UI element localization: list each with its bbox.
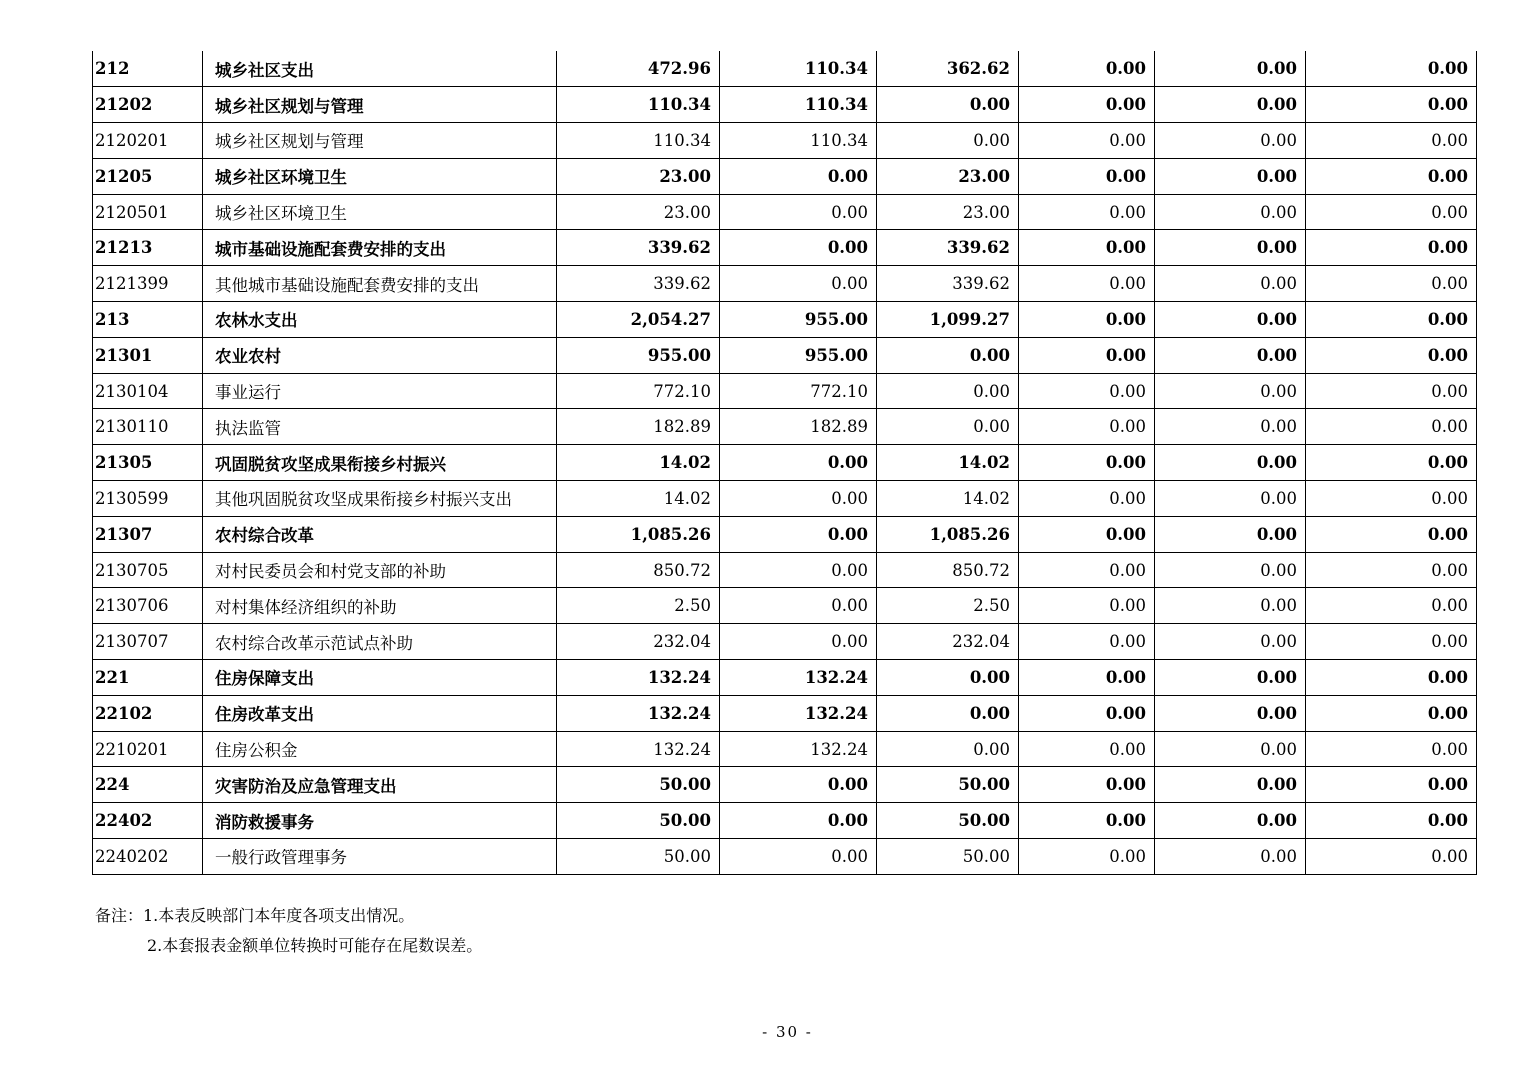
- cell-project: 0.00: [877, 373, 1019, 409]
- cell-basic: 955.00: [720, 337, 877, 373]
- cell-v4: 0.00: [1019, 337, 1155, 373]
- cell-total: 850.72: [557, 552, 720, 588]
- table-body: [93, 51, 1477, 874]
- cell-name: 其他巩固脱贫攻坚成果衔接乡村振兴支出: [203, 481, 557, 517]
- cell-v4: 0.00: [1019, 624, 1155, 660]
- cell-basic: 132.24: [720, 660, 877, 696]
- cell-total: 132.24: [557, 660, 720, 696]
- cell-name: 灾害防治及应急管理支出: [203, 767, 557, 803]
- table-row: [93, 695, 1477, 731]
- table-row: [93, 588, 1477, 624]
- table-row: [93, 302, 1477, 338]
- cell-code: 21305: [93, 445, 203, 481]
- table-row: [93, 194, 1477, 230]
- table-row: [93, 660, 1477, 696]
- cell-project: 0.00: [877, 409, 1019, 445]
- cell-total: 2.50: [557, 588, 720, 624]
- cell-code: 21202: [93, 87, 203, 123]
- cell-v6: 0.00: [1306, 194, 1477, 230]
- table-row: [93, 51, 1477, 87]
- cell-name: 一般行政管理事务: [203, 839, 557, 875]
- cell-total: 14.02: [557, 445, 720, 481]
- budget-expenditure-table: [92, 51, 1477, 875]
- cell-name: 农林水支出: [203, 302, 557, 338]
- cell-v4: 0.00: [1019, 660, 1155, 696]
- table-row: [93, 445, 1477, 481]
- cell-name: 城乡社区环境卫生: [203, 158, 557, 194]
- cell-v5: 0.00: [1155, 660, 1306, 696]
- table-row: [93, 803, 1477, 839]
- cell-v4: 0.00: [1019, 409, 1155, 445]
- cell-v5: 0.00: [1155, 51, 1306, 87]
- table-row: [93, 516, 1477, 552]
- cell-v5: 0.00: [1155, 230, 1306, 266]
- cell-v6: 0.00: [1306, 445, 1477, 481]
- table-row: [93, 373, 1477, 409]
- cell-total: 50.00: [557, 767, 720, 803]
- cell-v6: 0.00: [1306, 839, 1477, 875]
- cell-v6: 0.00: [1306, 695, 1477, 731]
- cell-v4: 0.00: [1019, 839, 1155, 875]
- table-row: [93, 767, 1477, 803]
- cell-v4: 0.00: [1019, 552, 1155, 588]
- cell-name: 对村民委员会和村党支部的补助: [203, 552, 557, 588]
- cell-project: 339.62: [877, 230, 1019, 266]
- cell-v5: 0.00: [1155, 337, 1306, 373]
- cell-v5: 0.00: [1155, 588, 1306, 624]
- cell-total: 339.62: [557, 266, 720, 302]
- cell-total: 23.00: [557, 158, 720, 194]
- cell-name: 城乡社区规划与管理: [203, 123, 557, 159]
- cell-basic: 0.00: [720, 624, 877, 660]
- cell-v4: 0.00: [1019, 767, 1155, 803]
- cell-v6: 0.00: [1306, 373, 1477, 409]
- cell-v4: 0.00: [1019, 123, 1155, 159]
- cell-v6: 0.00: [1306, 624, 1477, 660]
- cell-basic: 0.00: [720, 445, 877, 481]
- table-row: [93, 230, 1477, 266]
- cell-v5: 0.00: [1155, 803, 1306, 839]
- cell-v4: 0.00: [1019, 481, 1155, 517]
- cell-code: 213: [93, 302, 203, 338]
- cell-basic: 0.00: [720, 552, 877, 588]
- cell-v5: 0.00: [1155, 302, 1306, 338]
- table-row: [93, 87, 1477, 123]
- cell-basic: 0.00: [720, 266, 877, 302]
- cell-project: 50.00: [877, 803, 1019, 839]
- cell-v6: 0.00: [1306, 266, 1477, 302]
- cell-v6: 0.00: [1306, 51, 1477, 87]
- cell-project: 1,099.27: [877, 302, 1019, 338]
- cell-v6: 0.00: [1306, 409, 1477, 445]
- cell-total: 132.24: [557, 695, 720, 731]
- cell-code: 212: [93, 51, 203, 87]
- cell-project: 339.62: [877, 266, 1019, 302]
- cell-basic: 0.00: [720, 158, 877, 194]
- cell-v5: 0.00: [1155, 445, 1306, 481]
- cell-basic: 0.00: [720, 230, 877, 266]
- cell-v5: 0.00: [1155, 266, 1306, 302]
- page-number: - 30 -: [762, 1023, 813, 1041]
- cell-v6: 0.00: [1306, 123, 1477, 159]
- cell-project: 0.00: [877, 123, 1019, 159]
- cell-v5: 0.00: [1155, 731, 1306, 767]
- cell-name: 住房公积金: [203, 731, 557, 767]
- cell-v4: 0.00: [1019, 695, 1155, 731]
- cell-basic: 0.00: [720, 481, 877, 517]
- cell-v5: 0.00: [1155, 624, 1306, 660]
- cell-v6: 0.00: [1306, 767, 1477, 803]
- cell-basic: 132.24: [720, 695, 877, 731]
- cell-v6: 0.00: [1306, 660, 1477, 696]
- cell-name: 农业农村: [203, 337, 557, 373]
- cell-name: 对村集体经济组织的补助: [203, 588, 557, 624]
- cell-project: 50.00: [877, 767, 1019, 803]
- cell-v5: 0.00: [1155, 695, 1306, 731]
- cell-project: 0.00: [877, 87, 1019, 123]
- cell-basic: 0.00: [720, 194, 877, 230]
- cell-total: 2,054.27: [557, 302, 720, 338]
- cell-v6: 0.00: [1306, 87, 1477, 123]
- cell-v5: 0.00: [1155, 481, 1306, 517]
- cell-name: 其他城市基础设施配套费安排的支出: [203, 266, 557, 302]
- cell-code: 21301: [93, 337, 203, 373]
- cell-v6: 0.00: [1306, 552, 1477, 588]
- cell-project: 0.00: [877, 695, 1019, 731]
- cell-v5: 0.00: [1155, 123, 1306, 159]
- table-row: [93, 123, 1477, 159]
- cell-code: 2120201: [93, 123, 203, 159]
- table-row: [93, 731, 1477, 767]
- table-row: [93, 839, 1477, 875]
- cell-total: 132.24: [557, 731, 720, 767]
- cell-v5: 0.00: [1155, 409, 1306, 445]
- cell-v6: 0.00: [1306, 481, 1477, 517]
- cell-project: 23.00: [877, 158, 1019, 194]
- cell-v4: 0.00: [1019, 194, 1155, 230]
- cell-v4: 0.00: [1019, 588, 1155, 624]
- cell-name: 城乡社区环境卫生: [203, 194, 557, 230]
- cell-project: 14.02: [877, 445, 1019, 481]
- cell-total: 955.00: [557, 337, 720, 373]
- cell-name: 住房保障支出: [203, 660, 557, 696]
- cell-code: 2240202: [93, 839, 203, 875]
- cell-basic: 110.34: [720, 123, 877, 159]
- cell-v4: 0.00: [1019, 731, 1155, 767]
- cell-code: 2130110: [93, 409, 203, 445]
- cell-total: 110.34: [557, 123, 720, 159]
- cell-code: 21205: [93, 158, 203, 194]
- cell-basic: 110.34: [720, 51, 877, 87]
- cell-v6: 0.00: [1306, 588, 1477, 624]
- cell-name: 城乡社区支出: [203, 51, 557, 87]
- cell-total: 50.00: [557, 803, 720, 839]
- cell-v6: 0.00: [1306, 337, 1477, 373]
- cell-total: 14.02: [557, 481, 720, 517]
- cell-project: 50.00: [877, 839, 1019, 875]
- cell-code: 2120501: [93, 194, 203, 230]
- cell-total: 472.96: [557, 51, 720, 87]
- cell-basic: 772.10: [720, 373, 877, 409]
- cell-name: 巩固脱贫攻坚成果衔接乡村振兴: [203, 445, 557, 481]
- cell-project: 232.04: [877, 624, 1019, 660]
- table-row: [93, 409, 1477, 445]
- cell-project: 14.02: [877, 481, 1019, 517]
- cell-basic: 110.34: [720, 87, 877, 123]
- cell-v4: 0.00: [1019, 87, 1155, 123]
- cell-v5: 0.00: [1155, 767, 1306, 803]
- cell-total: 182.89: [557, 409, 720, 445]
- cell-basic: 182.89: [720, 409, 877, 445]
- cell-code: 224: [93, 767, 203, 803]
- cell-v6: 0.00: [1306, 731, 1477, 767]
- cell-project: 2.50: [877, 588, 1019, 624]
- note-line-2: 2.本套报表金额单位转换时可能存在尾数误差。: [147, 936, 483, 955]
- cell-project: 1,085.26: [877, 516, 1019, 552]
- cell-name: 执法监管: [203, 409, 557, 445]
- cell-name: 消防救援事务: [203, 803, 557, 839]
- cell-basic: 955.00: [720, 302, 877, 338]
- cell-v4: 0.00: [1019, 266, 1155, 302]
- cell-project: 362.62: [877, 51, 1019, 87]
- table-row: [93, 266, 1477, 302]
- cell-total: 232.04: [557, 624, 720, 660]
- cell-code: 2130706: [93, 588, 203, 624]
- cell-v6: 0.00: [1306, 803, 1477, 839]
- cell-v5: 0.00: [1155, 516, 1306, 552]
- cell-code: 2210201: [93, 731, 203, 767]
- cell-v4: 0.00: [1019, 302, 1155, 338]
- cell-total: 339.62: [557, 230, 720, 266]
- cell-v4: 0.00: [1019, 445, 1155, 481]
- cell-v4: 0.00: [1019, 158, 1155, 194]
- cell-name: 城乡社区规划与管理: [203, 87, 557, 123]
- cell-code: 22402: [93, 803, 203, 839]
- table-row: [93, 158, 1477, 194]
- cell-code: 221: [93, 660, 203, 696]
- cell-v6: 0.00: [1306, 158, 1477, 194]
- cell-name: 事业运行: [203, 373, 557, 409]
- cell-basic: 132.24: [720, 731, 877, 767]
- cell-total: 772.10: [557, 373, 720, 409]
- cell-v5: 0.00: [1155, 87, 1306, 123]
- table-row: [93, 337, 1477, 373]
- cell-code: 2121399: [93, 266, 203, 302]
- cell-v5: 0.00: [1155, 373, 1306, 409]
- cell-v4: 0.00: [1019, 51, 1155, 87]
- table-row: [93, 481, 1477, 517]
- cell-v4: 0.00: [1019, 803, 1155, 839]
- cell-v6: 0.00: [1306, 302, 1477, 338]
- cell-v6: 0.00: [1306, 516, 1477, 552]
- cell-v5: 0.00: [1155, 552, 1306, 588]
- cell-code: 2130104: [93, 373, 203, 409]
- note-line-1: 备注：1.本表反映部门本年度各项支出情况。: [95, 906, 415, 925]
- cell-code: 2130705: [93, 552, 203, 588]
- cell-v4: 0.00: [1019, 373, 1155, 409]
- cell-total: 110.34: [557, 87, 720, 123]
- cell-v6: 0.00: [1306, 230, 1477, 266]
- cell-total: 23.00: [557, 194, 720, 230]
- table-row: [93, 552, 1477, 588]
- cell-v5: 0.00: [1155, 158, 1306, 194]
- cell-total: 50.00: [557, 839, 720, 875]
- cell-name: 住房改革支出: [203, 695, 557, 731]
- cell-basic: 0.00: [720, 803, 877, 839]
- cell-project: 850.72: [877, 552, 1019, 588]
- notes: [95, 901, 482, 961]
- cell-code: 2130599: [93, 481, 203, 517]
- cell-code: 2130707: [93, 624, 203, 660]
- cell-name: 农村综合改革: [203, 516, 557, 552]
- cell-code: 21307: [93, 516, 203, 552]
- cell-basic: 0.00: [720, 767, 877, 803]
- cell-project: 0.00: [877, 337, 1019, 373]
- cell-v5: 0.00: [1155, 839, 1306, 875]
- table-row: [93, 624, 1477, 660]
- cell-basic: 0.00: [720, 588, 877, 624]
- cell-code: 21213: [93, 230, 203, 266]
- cell-name: 农村综合改革示范试点补助: [203, 624, 557, 660]
- cell-total: 1,085.26: [557, 516, 720, 552]
- cell-v4: 0.00: [1019, 230, 1155, 266]
- cell-project: 0.00: [877, 660, 1019, 696]
- cell-code: 22102: [93, 695, 203, 731]
- cell-v4: 0.00: [1019, 516, 1155, 552]
- cell-project: 23.00: [877, 194, 1019, 230]
- cell-name: 城市基础设施配套费安排的支出: [203, 230, 557, 266]
- cell-project: 0.00: [877, 731, 1019, 767]
- cell-basic: 0.00: [720, 839, 877, 875]
- cell-v5: 0.00: [1155, 194, 1306, 230]
- cell-basic: 0.00: [720, 516, 877, 552]
